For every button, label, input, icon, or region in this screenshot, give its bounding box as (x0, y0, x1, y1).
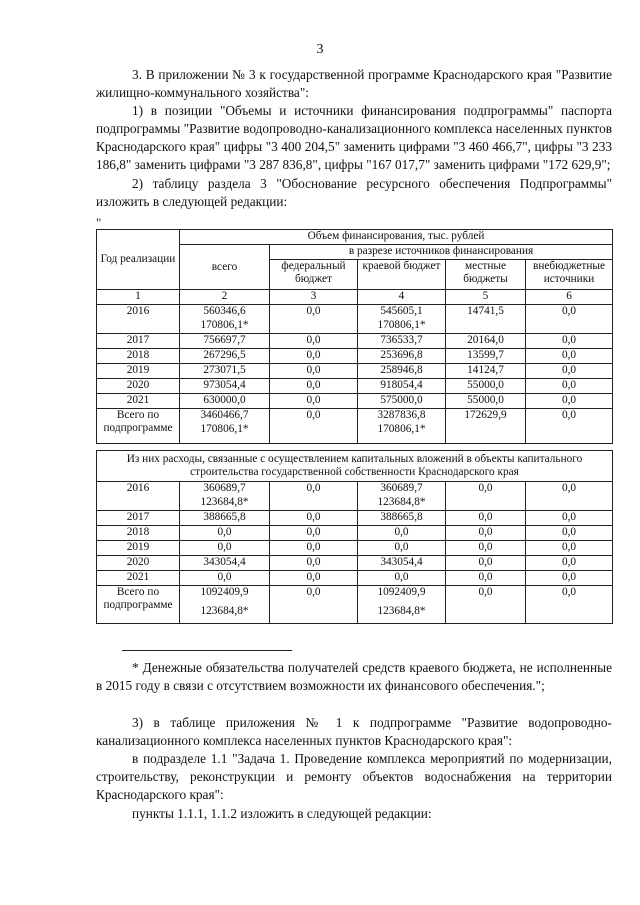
footnote: * Денежные обязательства получателей средств краевого бюджета, не исполненные в 2015 году в связи с отсутствием возможности их финансового обеспечения."; (96, 660, 612, 693)
col-number: 5 (446, 290, 526, 305)
paragraph-subsection: в подразделе 1.1 "Задача 1. Проведение комплекса мероприятий по модернизации, строительству, реконструкции и ремонту объектов водоснабжения на территории Краснодарского края": (96, 751, 612, 802)
cell-total: 3460466,7 (180, 409, 270, 424)
cell-regional: 360689,7 (358, 481, 446, 496)
cell-federal: 0,0 (270, 305, 358, 334)
cell-local: 0,0 (446, 570, 526, 585)
cell-total: 343054,4 (180, 555, 270, 570)
cell-federal: 0,0 (270, 555, 358, 570)
cell-total: 273071,5 (180, 364, 270, 379)
cell-extra: 0,0 (526, 481, 613, 510)
cell-extra: 0,0 (526, 510, 613, 525)
cell-regional: 253696,8 (358, 349, 446, 364)
cell-regional-carryover: 123684,8* (358, 600, 446, 624)
cell-total: 388665,8 (180, 510, 270, 525)
cell-regional: 0,0 (358, 525, 446, 540)
cell-federal: 0,0 (270, 334, 358, 349)
cell-total-label: Всего по подпрограмме (97, 409, 180, 444)
table-row (97, 570, 613, 585)
cell-year: 2020 (97, 555, 180, 570)
cell-total: 1092409,9 (180, 585, 270, 600)
cell-year: 2019 (97, 364, 180, 379)
cell-year: 2016 (97, 305, 180, 334)
cell-year: 2021 (97, 394, 180, 409)
cell-extra: 0,0 (526, 570, 613, 585)
page-number: 3 (316, 42, 324, 57)
cell-local: 55000,0 (446, 379, 526, 394)
cell-extra: 0,0 (526, 585, 613, 624)
cell-year: 2019 (97, 540, 180, 555)
header-federal: федеральный бюджет (270, 260, 358, 290)
table-row (97, 555, 613, 570)
cell-total: 360689,7 (180, 481, 270, 496)
cell-regional: 0,0 (358, 570, 446, 585)
header-year: Год реализации (97, 230, 180, 290)
table-row (97, 481, 613, 496)
cell-federal: 0,0 (270, 481, 358, 510)
col-number: 6 (526, 290, 613, 305)
table-row-total (97, 585, 613, 600)
cell-extra: 0,0 (526, 305, 613, 334)
table-row (97, 364, 613, 379)
cell-regional: 343054,4 (358, 555, 446, 570)
cell-local: 0,0 (446, 585, 526, 624)
cell-federal: 0,0 (270, 364, 358, 379)
table-row (97, 334, 613, 349)
cell-extra: 0,0 (526, 334, 613, 349)
col-number: 4 (358, 290, 446, 305)
cell-total: 0,0 (180, 525, 270, 540)
cell-regional-carryover: 170806,1* (358, 319, 446, 334)
table-row (97, 349, 613, 364)
cell-local: 0,0 (446, 525, 526, 540)
cell-federal: 0,0 (270, 409, 358, 444)
cell-federal: 0,0 (270, 585, 358, 624)
financing-table (96, 229, 613, 624)
cell-regional: 0,0 (358, 540, 446, 555)
cell-total-carryover: 123684,8* (180, 600, 270, 624)
header-volume: Объем финансирования, тыс. рублей (180, 230, 613, 245)
cell-federal: 0,0 (270, 379, 358, 394)
cell-regional: 3287836,8 (358, 409, 446, 424)
cell-federal: 0,0 (270, 540, 358, 555)
cell-extra: 0,0 (526, 379, 613, 394)
cell-total-carryover: 123684,8* (180, 496, 270, 511)
header-sources: в разрезе источников финансирования (270, 245, 613, 260)
cell-regional: 1092409,9 (358, 585, 446, 600)
cell-local: 0,0 (446, 555, 526, 570)
cell-local: 0,0 (446, 481, 526, 510)
opening-quote: " (96, 215, 102, 230)
cell-extra: 0,0 (526, 525, 613, 540)
cell-federal: 0,0 (270, 570, 358, 585)
cell-total-label: Всего по подпрограмме (97, 585, 180, 624)
header-regional: краевой бюджет (358, 260, 446, 290)
cell-total: 973054,4 (180, 379, 270, 394)
cell-regional: 388665,8 (358, 510, 446, 525)
cell-local: 55000,0 (446, 394, 526, 409)
cell-federal: 0,0 (270, 525, 358, 540)
cell-federal: 0,0 (270, 394, 358, 409)
cell-extra: 0,0 (526, 394, 613, 409)
paragraph-item-3: 3. В приложении № 3 к государственной программе Краснодарского края "Развитие жилищно-коммунального хозяйства": (96, 67, 612, 100)
col-number: 1 (97, 290, 180, 305)
cell-total: 560346,6 (180, 305, 270, 320)
cell-local: 20164,0 (446, 334, 526, 349)
cell-regional: 918054,4 (358, 379, 446, 394)
section-2-title: Из них расходы, связанные с осуществлением капитальных вложений в объекты капитального строительства государственной собственности Краснодарского края (97, 450, 613, 481)
table-row (97, 379, 613, 394)
cell-total: 267296,5 (180, 349, 270, 364)
cell-regional-carryover: 123684,8* (358, 496, 446, 511)
cell-extra: 0,0 (526, 409, 613, 444)
cell-local: 0,0 (446, 510, 526, 525)
cell-regional: 736533,7 (358, 334, 446, 349)
table-row (97, 525, 613, 540)
cell-total-carryover: 170806,1* (180, 423, 270, 443)
cell-local: 14741,5 (446, 305, 526, 334)
table-row (97, 394, 613, 409)
cell-regional: 545605,1 (358, 305, 446, 320)
cell-year: 2017 (97, 334, 180, 349)
cell-total: 630000,0 (180, 394, 270, 409)
table-row-total (97, 409, 613, 424)
cell-year: 2018 (97, 525, 180, 540)
table-row (97, 305, 613, 320)
cell-regional-carryover: 170806,1* (358, 423, 446, 443)
cell-total: 0,0 (180, 570, 270, 585)
paragraph-sub-2: 2) таблицу раздела 3 "Обоснование ресурсного обеспечения Подпрограммы" изложить в следующей редакции: (96, 176, 612, 209)
table-row (97, 510, 613, 525)
cell-extra: 0,0 (526, 555, 613, 570)
cell-local: 172629,9 (446, 409, 526, 444)
cell-year: 2021 (97, 570, 180, 585)
cell-federal: 0,0 (270, 510, 358, 525)
cell-year: 2016 (97, 481, 180, 510)
header-total: всего (180, 245, 270, 290)
col-number: 3 (270, 290, 358, 305)
paragraph-points: пункты 1.1.1, 1.1.2 изложить в следующей редакции: (132, 806, 432, 821)
cell-extra: 0,0 (526, 349, 613, 364)
cell-total: 756697,7 (180, 334, 270, 349)
cell-total-carryover: 170806,1* (180, 319, 270, 334)
cell-extra: 0,0 (526, 540, 613, 555)
cell-extra: 0,0 (526, 364, 613, 379)
cell-year: 2020 (97, 379, 180, 394)
cell-year: 2017 (97, 510, 180, 525)
table-row (97, 540, 613, 555)
cell-regional: 575000,0 (358, 394, 446, 409)
paragraph-sub-1: 1) в позиции "Объемы и источники финансирования подпрограммы" паспорта подпрограммы "Развитие водопроводно-канализационного комплекса населенных пунктов Краснодарского края" цифры "3 400 204,5" заменить цифрами "3 460 466,7", цифры "3 233 186,8" заменить цифрами "3 287 836,8", цифры "167 017,7" заменить цифрами "172 629,9"; (96, 103, 612, 172)
cell-local: 13599,7 (446, 349, 526, 364)
paragraph-sub-3: 3) в таблице приложения № 1 к подпрограмме "Развитие водопроводно-канализационного комплекса населенных пунктов Краснодарского края": (96, 715, 612, 748)
col-number: 2 (180, 290, 270, 305)
footnote-rule (122, 650, 292, 651)
cell-regional: 258946,8 (358, 364, 446, 379)
cell-total: 0,0 (180, 540, 270, 555)
cell-local: 0,0 (446, 540, 526, 555)
cell-local: 14124,7 (446, 364, 526, 379)
cell-year: 2018 (97, 349, 180, 364)
header-extra: внебюджетные источники (526, 260, 613, 290)
header-local: местные бюджеты (446, 260, 526, 290)
cell-federal: 0,0 (270, 349, 358, 364)
